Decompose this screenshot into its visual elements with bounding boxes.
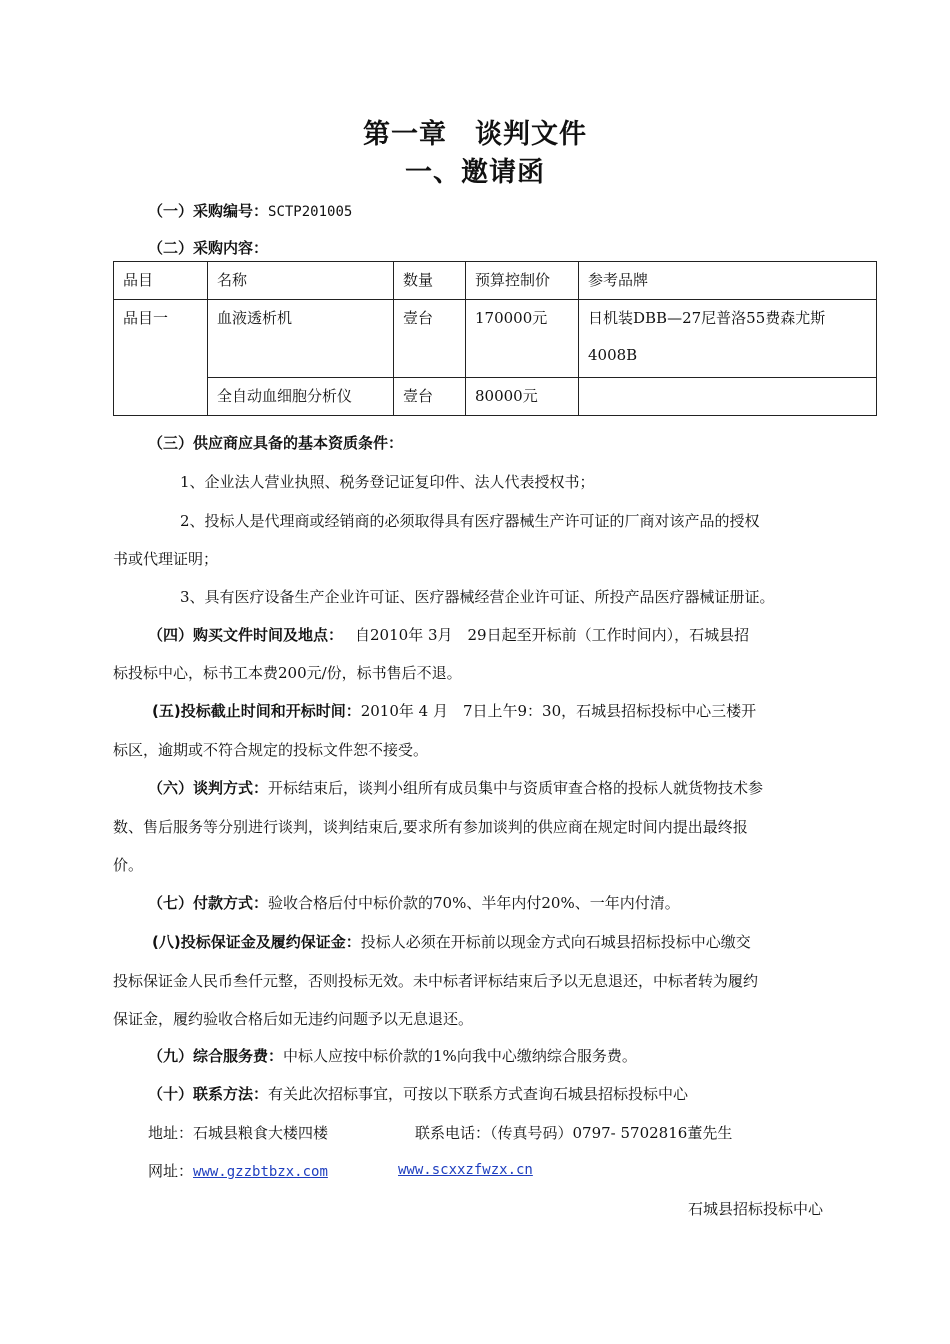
section-8-text: 投标人必须在开标前以现金方式向石城县招标投标中心缴交 (360, 933, 751, 951)
section-5-label: (五)投标截止时间和开标时间： (152, 702, 361, 720)
section-9-text: 中标人应按中标价款的1%向我中心缴纳综合服务费。 (283, 1047, 637, 1065)
section-6-line3: 价。 (113, 856, 144, 874)
qualification-item: 2、投标人是代理商或经销商的必须取得具有医疗器械生产许可证的厂商对该产品的授权 (180, 512, 760, 530)
contact-phone: 联系电话：（传真号码）0797- 5702816董先生 (415, 1124, 733, 1142)
qualifications-label: （三）供应商应具备的基本资质条件： (148, 434, 404, 452)
qualification-item: 书或代理证明； (113, 550, 219, 568)
purchase-no-value: SCTP201005 (268, 204, 353, 220)
item-price: 80000元 (466, 378, 579, 416)
section-title: 一、邀请函 (405, 157, 545, 188)
item-qty: 壹台 (394, 378, 466, 416)
signature: 石城县招标投标中心 (688, 1200, 824, 1218)
website-label: 网址： (148, 1162, 194, 1180)
section-6 (148, 777, 763, 798)
section-8-label: (八)投标保证金及履约保证金： (152, 933, 361, 951)
section-10 (148, 1083, 688, 1104)
section-4-line2: 标投标中心，标书工本费200元/份，标书售后不退。 (113, 664, 462, 682)
section-10-text: 有关此次招标事宜，可按以下联系方式查询石城县招标投标中心 (268, 1085, 689, 1103)
section-4-label: （四）购买文件时间及地点： (148, 626, 344, 644)
table-row (114, 300, 877, 378)
contact-address: 地址：石城县粮食大楼四楼 (148, 1124, 329, 1142)
brand-line: 4008B (588, 346, 638, 364)
header-cell: 参考品牌 (579, 262, 877, 300)
section-5-line2: 标区，逾期或不符合规定的投标文件恕不接受。 (113, 741, 429, 759)
item-name: 全自动血细胞分析仪 (208, 378, 394, 416)
section-10-label: （十）联系方法： (148, 1085, 269, 1103)
section-9 (148, 1045, 637, 1066)
section-7 (148, 892, 680, 913)
website-link-2[interactable]: www.scxxzfwzx.cn (398, 1162, 533, 1178)
brand-line: 日机装DBB—27尼普洛55费森尤斯 (588, 309, 826, 327)
header-cell: 品目 (114, 262, 208, 300)
contact-website-2 (398, 1160, 533, 1178)
chapter-title: 第一章 谈判文件 (363, 119, 587, 150)
website-link-1[interactable]: www.gzzbtbzx.com (193, 1164, 328, 1180)
section-8-line2: 投标保证金人民币叁仟元整，否则投标无效。未中标者评标结束后予以无息退还，中标者转为履约 (113, 972, 759, 990)
table-header-row (114, 262, 877, 300)
section-6-line2: 数、售后服务等分别进行谈判，谈判结束后,要求所有参加谈判的供应商在规定时间内提出最终报 (113, 818, 748, 836)
item-name: 血液透析机 (208, 300, 394, 378)
section-9-label: （九）综合服务费： (148, 1047, 284, 1065)
group-cell: 品目一 (114, 300, 208, 416)
procurement-table (113, 261, 877, 416)
contact-website (148, 1160, 328, 1181)
purchase-no-label: （一）采购编号： (148, 202, 269, 220)
item-price: 170000元 (466, 300, 579, 378)
section-4 (148, 624, 749, 645)
table-row (114, 378, 877, 416)
section-5 (152, 700, 756, 721)
qualification-item: 1、企业法人营业执照、税务登记证复印件、法人代表授权书； (180, 473, 595, 491)
item-brand (579, 300, 877, 378)
section-8 (152, 931, 751, 952)
purchase-content-label: （二）采购内容： (148, 239, 269, 257)
section-5-text: 2010年 4 月 7日上午9：30，石城县招标投标中心三楼开 (360, 702, 757, 720)
section-7-text: 验收合格后付中标价款的70%、半年内付20%、一年内付清。 (268, 894, 680, 912)
purchase-no (148, 200, 352, 221)
item-qty: 壹台 (394, 300, 466, 378)
header-cell: 预算控制价 (466, 262, 579, 300)
item-brand (579, 378, 877, 416)
section-6-text: 开标结束后，谈判小组所有成员集中与资质审查合格的投标人就货物技术参 (268, 779, 764, 797)
section-8-line3: 保证金，履约验收合格后如无违约问题予以无息退还。 (113, 1010, 474, 1028)
section-7-label: （七）付款方式： (148, 894, 269, 912)
section-6-label: （六）谈判方式： (148, 779, 269, 797)
section-4-text: 自2010年 3月 29日起至开标前（工作时间内），石城县招 (355, 626, 750, 644)
header-cell: 数量 (394, 262, 466, 300)
header-cell: 名称 (208, 262, 394, 300)
qualification-item: 3、具有医疗设备生产企业许可证、医疗器械经营企业许可证、所投产品医疗器械证册证。 (180, 588, 775, 606)
